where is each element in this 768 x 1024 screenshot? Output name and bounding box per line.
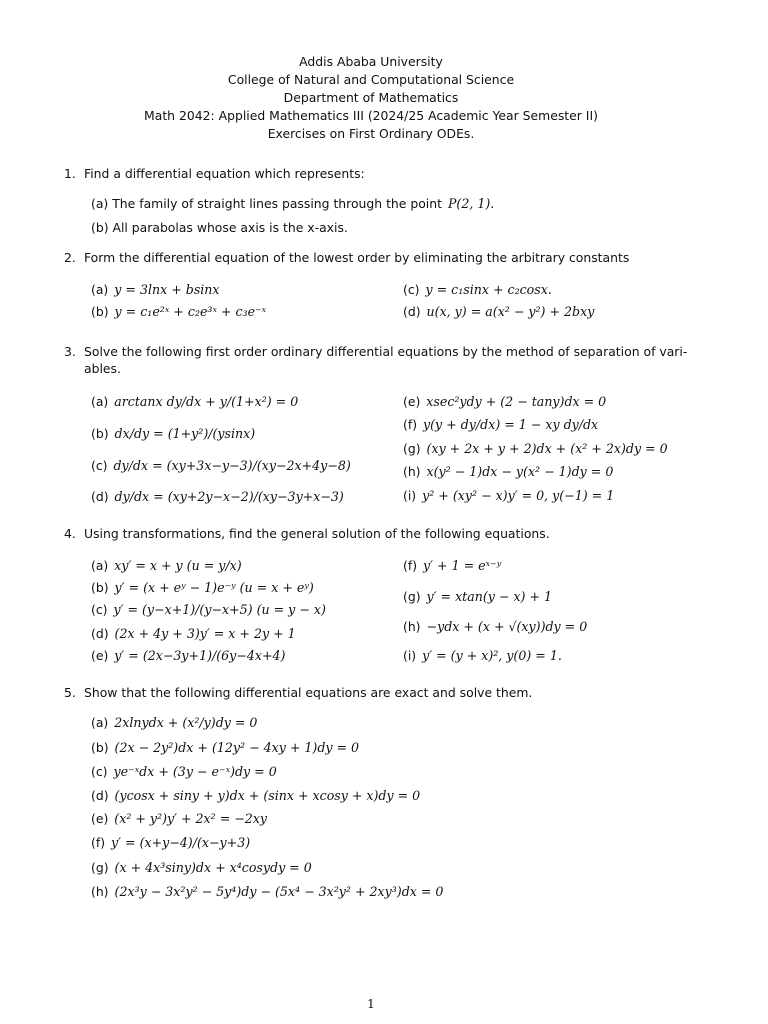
item-math: y² + (xy² − x)y′ = 0, y(−1) = 1: [422, 488, 615, 503]
item-math: dx/dy = (1+y²)/(ysinx): [114, 426, 256, 441]
q3-number: 3.: [64, 344, 76, 359]
item-label: (b): [91, 426, 109, 441]
q4-item-f: [403, 558, 501, 574]
item-math: y = c₁sinx + c₂cosx.: [425, 282, 552, 297]
item-math: (2x³y − 3x²y² − 5y⁴)dy − (5x⁴ − 3x²y² + 2xy³)dx = 0: [114, 884, 444, 899]
item-label: (g): [91, 860, 109, 875]
q5-item-g: [91, 860, 312, 876]
q3-item-d: [91, 489, 344, 505]
q3-item-e: [403, 394, 606, 410]
q2-item-a: [91, 282, 220, 298]
item-math: y′ = (2x−3y+1)/(6y−4x+4): [114, 648, 286, 663]
q2-item-c: [403, 282, 552, 298]
document-header: [0, 53, 742, 143]
q5-item-e: [91, 811, 267, 827]
item-math: y′ = xtan(y − x) + 1: [426, 589, 553, 604]
item-label: (b): [91, 304, 109, 319]
q3-item-f: [403, 417, 598, 433]
q3-item-a: [91, 394, 298, 410]
q1-number: 1.: [64, 166, 76, 181]
item-label: (e): [91, 648, 109, 663]
q3-item-b: [91, 426, 255, 442]
q5-item-b: [91, 740, 359, 756]
item-label: (c): [403, 282, 420, 297]
q3-text-line2: ables.: [84, 361, 121, 376]
item-math: x(y² − 1)dx − y(x² − 1)dy = 0: [426, 464, 614, 479]
item-math: y′ = (y + x)², y(0) = 1.: [422, 648, 562, 663]
q3-text-line1: Solve the following first order ordinary differential equations by the method of separation of vari-: [84, 344, 688, 359]
university-name: Addis Ababa University: [299, 54, 443, 69]
q4-item-h: [403, 619, 587, 635]
department-name: Department of Mathematics: [283, 90, 459, 105]
item-label: (c): [91, 458, 108, 473]
item-label: (b): [91, 220, 109, 235]
item-math: (x + 4x³siny)dx + x⁴cosydy = 0: [114, 860, 312, 875]
q4-text: Using transformations, find the general solution of the following equations.: [84, 526, 550, 541]
item-math: (2x + 4y + 3)y′ = x + 2y + 1: [114, 626, 296, 641]
item-label: (g): [403, 589, 421, 604]
item-math: y′ = (x+y−4)/(x−y+3): [111, 835, 251, 850]
q3-item-i: [403, 488, 614, 504]
item-label: (b): [91, 740, 109, 755]
item-math: u(x, y) = a(x² − y²) + 2bxy: [426, 304, 595, 319]
item-label: (a): [91, 394, 109, 409]
q2-number: 2.: [64, 250, 76, 265]
item-label: (e): [403, 394, 421, 409]
q1-item-b: [91, 220, 348, 236]
item-math: y = 3lnx + bsinx: [114, 282, 220, 297]
item-label: (d): [91, 626, 109, 641]
item-math: arctanx dy/dx + y/(1+x²) = 0: [114, 394, 299, 409]
item-math: xy′ = x + y (u = y/x): [114, 558, 242, 573]
item-label: (a): [91, 282, 109, 297]
q4-item-d: [91, 626, 296, 642]
item-label: (f): [403, 417, 418, 432]
item-math: ye⁻ˣdx + (3y − e⁻ˣ)dy = 0: [113, 764, 277, 779]
q4-item-i: [403, 648, 562, 664]
item-text: All parabolas whose axis is the x-axis.: [112, 220, 348, 235]
item-label: (a): [91, 558, 109, 573]
q4-number: 4.: [64, 526, 76, 541]
q5-item-f: [91, 835, 250, 851]
q4-item-a: [91, 558, 242, 574]
q3-item-g: [403, 441, 668, 457]
q5-number: 5.: [64, 685, 76, 700]
item-math: P(2, 1).: [447, 196, 495, 211]
item-math: y′ = (y−x+1)/(y−x+5) (u = y − x): [113, 602, 326, 617]
page-number: 1: [367, 996, 375, 1011]
item-math: (2x − 2y²)dx + (12y² − 4xy + 1)dy = 0: [114, 740, 360, 755]
document-subtitle: Exercises on First Ordinary ODEs.: [267, 126, 475, 141]
q4-item-g: [403, 589, 552, 605]
item-label: (c): [91, 602, 108, 617]
q2-item-d: [403, 304, 594, 320]
item-label: (e): [91, 811, 109, 826]
item-label: (c): [91, 764, 108, 779]
item-label: (d): [91, 788, 109, 803]
q5-item-d: [91, 788, 420, 804]
item-label: (d): [403, 304, 421, 319]
item-math: xsec²ydy + (2 − tany)dx = 0: [426, 394, 607, 409]
item-math: y′ + 1 = eˣ⁻ʸ: [423, 558, 502, 573]
q3-item-h: [403, 464, 613, 480]
q2-item-b: [91, 304, 266, 320]
item-label: (d): [91, 489, 109, 504]
item-label: (h): [403, 464, 421, 479]
item-label: (a): [91, 715, 109, 730]
q4-item-e: [91, 648, 285, 664]
item-label: (a): [91, 196, 109, 211]
q3-item-c: [91, 458, 351, 474]
item-label: (g): [403, 441, 421, 456]
q5-item-c: [91, 764, 277, 780]
q4-item-b: [91, 580, 314, 596]
item-label: (f): [91, 835, 106, 850]
item-label: (h): [91, 884, 109, 899]
q5-item-a: [91, 715, 257, 731]
item-label: (i): [403, 488, 417, 503]
q1-item-a: [91, 196, 494, 212]
item-math: (xy + 2x + y + 2)dx + (x² + 2x)dy = 0: [426, 441, 668, 456]
q5-item-h: [91, 884, 443, 900]
course-title: Math 2042: Applied Mathematics III (2024/25 Academic Year Semester II): [144, 108, 598, 123]
item-math: dy/dx = (xy+3x−y−3)/(xy−2x+4y−8): [113, 458, 351, 473]
item-math: y = c₁e²ˣ + c₂e³ˣ + c₃e⁻ˣ: [114, 304, 267, 319]
q4-item-c: [91, 602, 326, 618]
item-math: y′ = (x + eʸ − 1)e⁻ʸ (u = x + eʸ): [114, 580, 314, 595]
q2-text: Form the differential equation of the lowest order by eliminating the arbitrary constants: [84, 250, 630, 265]
q1-text: Find a differential equation which represents:: [84, 166, 365, 181]
item-label: (b): [91, 580, 109, 595]
item-label: (f): [403, 558, 418, 573]
item-math: (x² + y²)y′ + 2x² = −2xy: [114, 811, 268, 826]
item-text: The family of straight lines passing through the point: [112, 196, 442, 211]
item-math: dy/dx = (xy+2y−x−2)/(xy−3y+x−3): [114, 489, 344, 504]
item-math: −ydx + (x + √(xy))dy = 0: [426, 619, 588, 634]
college-name: College of Natural and Computational Science: [227, 72, 515, 87]
item-label: (h): [403, 619, 421, 634]
q5-text: Show that the following differential equations are exact and solve them.: [84, 685, 533, 700]
item-label: (i): [403, 648, 417, 663]
item-math: (ycosx + siny + y)dx + (sinx + xcosy + x)dy = 0: [114, 788, 421, 803]
item-math: 2xlnydx + (x²/y)dy = 0: [114, 715, 258, 730]
item-math: y(y + dy/dx) = 1 − xy dy/dx: [423, 417, 599, 432]
